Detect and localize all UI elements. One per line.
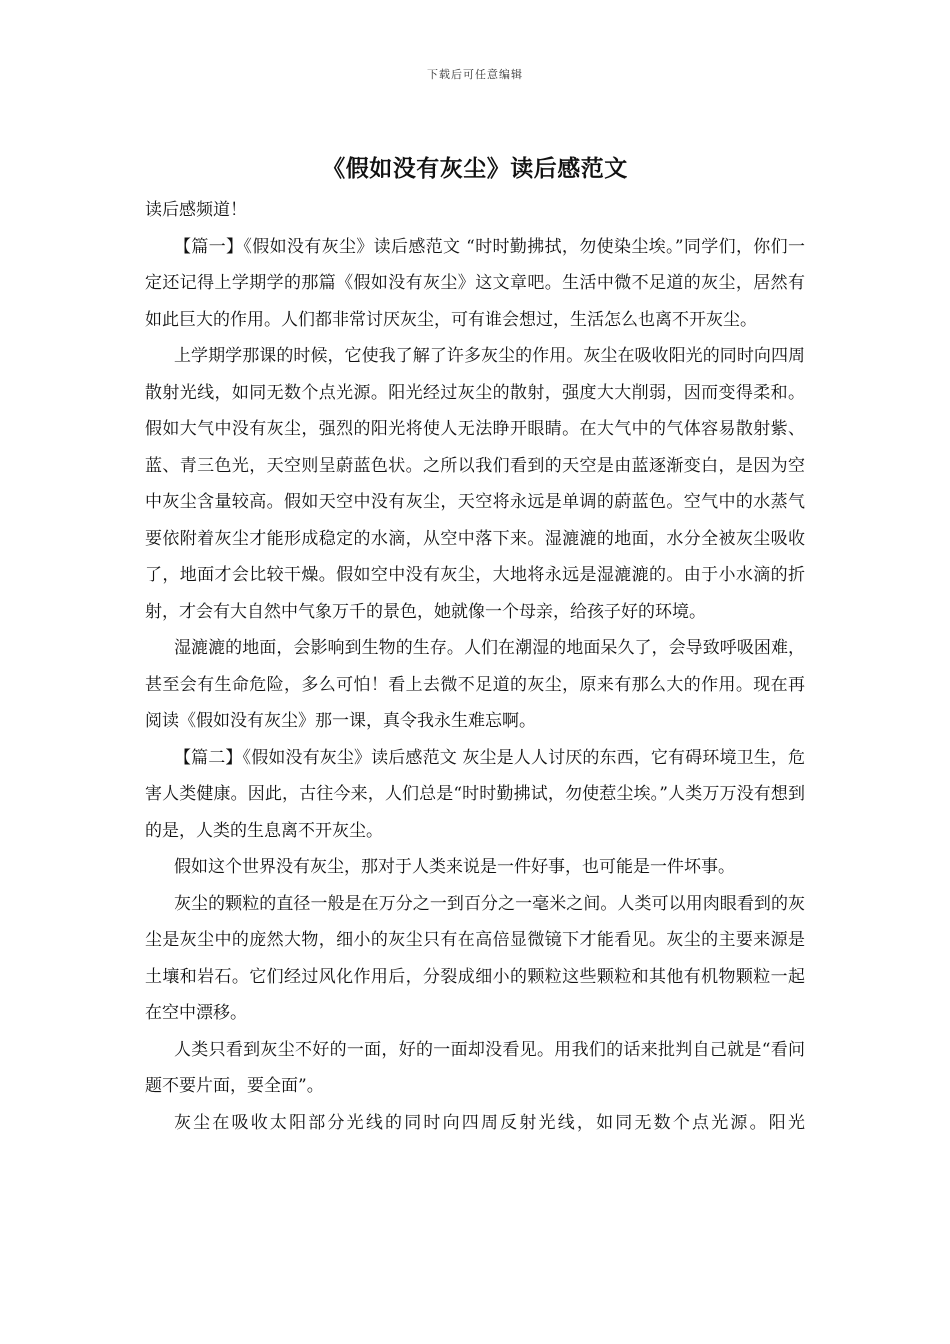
document-title: 《假如没有灰尘》读后感范文 (322, 155, 628, 182)
paragraph-continued: 灰尘在吸收太阳部分光线的同时向四周反射光线，如同无数个点光源。阳光 (174, 1112, 805, 1133)
paragraph-intro: 读后感频道！ (145, 200, 247, 220)
paragraph: 人类只看到灰尘不好的一面，好的一面却没看见。用我们的话来批判自己就是“看问题不要片面，要全面”。 (145, 1039, 805, 1096)
paragraph: 湿漉漉的地面，会影响到生物的生存。人们在潮湿的地面呆久了，会导致呼吸困难，甚至会有生命危险，多么可怕！看上去微不足道的灰尘，原来有那么大的作用。现在再阅读《假如没有灰尘》那一课，真令我永生难忘啊。 (145, 638, 805, 731)
paragraph: 上学期学那课的时候，它使我了解了许多灰尘的作用。灰尘在吸收阳光的同时向四周散射光线，如同无数个点光源。阳光经过灰尘的散射，强度大大削弱，因而变得柔和。假如大气中没有灰尘，强烈的阳光将使人无法睁开眼睛。在大气中的气体容易散射紫、蓝、青三色光，天空则呈蔚蓝色状。之所以我们看到的天空是由蓝逐渐变白，是因为空中灰尘含量较高。假如天空中没有灰尘，天空将永远是单调的蔚蓝色。空气中的水蒸气要依附着灰尘才能形成稳定的水滴，从空中落下来。湿漉漉的地面，水分全被灰尘吸收了，地面才会比较干燥。假如空中没有灰尘，大地将永远是湿漉漉的。由于小水滴的折射，才会有大自然中气象万千的景色，她就像一个母亲，给孩子好的环境。 (145, 346, 805, 622)
paragraph-part-one: 【篇一】《假如没有灰尘》读后感范文 “时时勤拂拭，勿使染尘埃。”同学们，你们一定还记得上学期学的那篇《假如没有灰尘》这文章吧。生活中微不足道的灰尘，居然有如此巨大的作用。人们都非常讨厌灰尘，可有谁会想过，生活怎么也离不开灰尘。 (145, 236, 805, 330)
paragraph: 灰尘的颗粒的直径一般是在万分之一到百分之一毫米之间。人类可以用肉眼看到的灰尘是灰尘中的庞然大物，细小的灰尘只有在高倍显微镜下才能看见。灰尘的主要来源是土壤和岩石。它们经过风化作用后，分裂成细小的颗粒这些颗粒和其他有机物颗粒一起在空中漂移。 (145, 893, 805, 1023)
paragraph: 假如这个世界没有灰尘，那对于人类来说是一件好事，也可能是一件坏事。 (174, 857, 735, 877)
document-body (145, 192, 805, 1141)
paragraph-part-two: 【篇二】《假如没有灰尘》读后感范文 灰尘是人人讨厌的东西，它有碍环境卫生，危害人类健康。因此，古往今来，人们总是“时时勤拂试，勿使惹尘埃。”人类万万没有想到的是，人类的生息离不开灰尘。 (145, 747, 805, 841)
page-header-note: 下载后可任意编辑 (427, 68, 523, 81)
